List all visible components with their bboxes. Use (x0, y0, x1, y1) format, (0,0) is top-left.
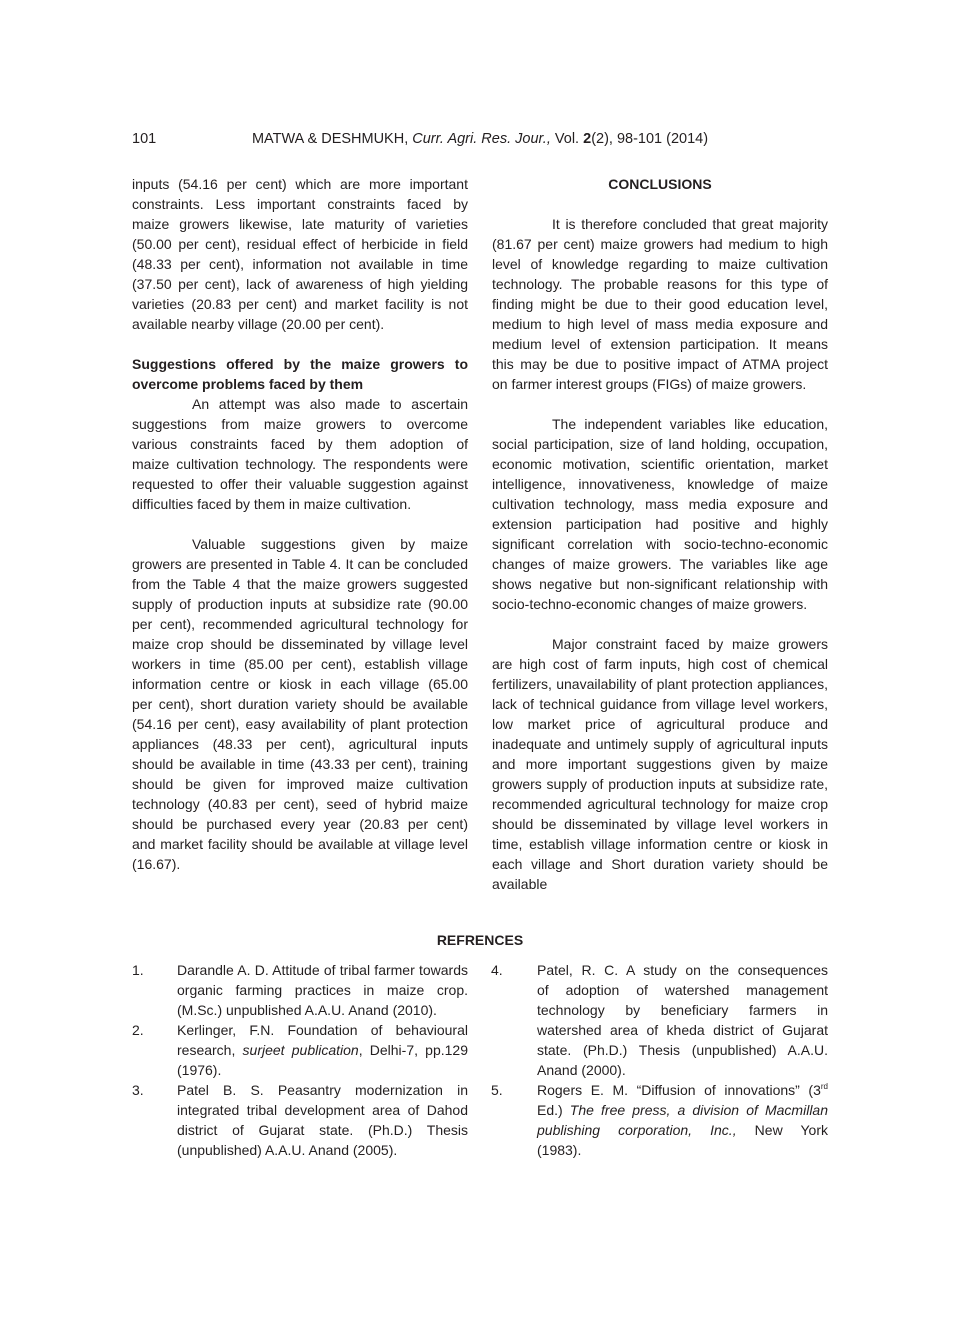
reference-item (132, 1080, 468, 1160)
text-run: Curr. Agri. Res. Jour., (412, 131, 551, 147)
text-line: organic farming practices in maize crop. (177, 982, 468, 998)
text-line: (M.Sc.) unpublished A.A.U. Anand (2010). (177, 1002, 437, 1018)
text-line: intelligence, innovativeness, knowledge of maize (492, 476, 828, 492)
text-run: rd (820, 1082, 828, 1091)
text-line: changes of maize growers. The variables like age (492, 556, 828, 572)
text-line: It is therefore concluded that great majority (552, 216, 828, 232)
reference-number: 5. (491, 1082, 503, 1098)
text-run: , Delhi-7, pp.129 (358, 1042, 468, 1058)
text-line: growers supply of production inputs at subsidize rate, (492, 776, 828, 792)
text-line: Kerlinger, F.N. Foundation of behavioural (177, 1022, 468, 1038)
reference-number: 4. (491, 962, 503, 978)
text-run: Ed.) (537, 1102, 570, 1118)
text-line: extension participation had positive and highly (492, 516, 828, 532)
text-line: maize growers likewise, late maturity of varieties (132, 216, 468, 232)
text-line: are high cost of farm inputs, high cost of chemical (492, 656, 828, 672)
text-line: available nearby village (20.00 per cent). (132, 316, 385, 332)
references-heading: REFRENCES (436, 932, 524, 948)
text-line: inadequate and untimely supply of agricultural inputs (492, 736, 828, 752)
text-line: Patel B. S. Peasantry modernization in (177, 1082, 468, 1098)
references-right (491, 960, 828, 1160)
text-line: finding might be due to their good education level, (492, 296, 828, 312)
text-line (537, 1100, 828, 1120)
text-line: significant correlation with socio-techno-economic (492, 536, 828, 552)
reference-item (132, 1020, 468, 1080)
text-line: information centre or kiosk in each village (65.00 (132, 676, 468, 692)
text-line: growers are presented in Table 4. It can be concluded (132, 556, 468, 572)
text-line: level of knowledge regarding to maize cultivation (492, 256, 828, 272)
text-run: The free press, a division of Macmillan (569, 1102, 828, 1118)
text-line: supply of production inputs at subsidize rate (90.00 (132, 596, 468, 612)
text-line: per cent), recommended agricultural technology for (132, 616, 468, 632)
text-run: Rogers E. M. “Diffusion of innovations” (3 (537, 1082, 821, 1098)
text-line: maize crop should be disseminated by village level (132, 636, 468, 652)
references-left (132, 960, 468, 1160)
paragraph-gap (132, 514, 468, 534)
text-line: varieties (20.83 per cent) and market facility is not (132, 296, 468, 312)
reference-number: 3. (132, 1082, 144, 1098)
text-line: (48.33 per cent), information not available in time (132, 256, 468, 272)
text-line: cultivation technology, mass media exposure and (492, 496, 828, 512)
text-line: district of Gujarat state. (Ph.D.) Thesis (177, 1122, 468, 1138)
text-run: publishing corporation, Inc., (537, 1122, 737, 1138)
text-line: socio-techno-economic changes of maize growers. (492, 596, 808, 612)
left-column (132, 174, 468, 874)
text-line: social participation, size of land holding, occupation, (492, 436, 828, 452)
text-line: appliances (48.33 per cent), agricultural inputs (132, 736, 468, 752)
text-line (537, 1120, 828, 1140)
paragraph-gap (492, 394, 828, 414)
text-line: recommended agricultural technology for maize crop (492, 796, 828, 812)
reference-text (177, 1080, 468, 1160)
text-line: fertilizers, unavailability of plant protection appliances, (492, 676, 828, 692)
text-line: technology by beneficiary farmers in (537, 1002, 828, 1018)
text-line: difficulties faced by them in maize cultivation. (132, 496, 412, 512)
section-title (492, 174, 828, 194)
text-run: Vol. (550, 131, 584, 147)
right-column (492, 174, 828, 894)
text-line: watershed area of kheda district of Gujarat (537, 1022, 828, 1038)
text-line: inputs (54.16 per cent) which are more important (132, 176, 468, 192)
text-line: and market facility should be available at village level (132, 836, 468, 852)
text-line: Anand (2000). (537, 1062, 626, 1078)
text-line: Major constraint faced by maize growers (552, 636, 828, 652)
text-line: should be disseminated by village level workers in (492, 816, 828, 832)
text-line: and more important suggestions given by maize (492, 756, 828, 772)
text-run: (2), 98-101 (2014) (591, 131, 709, 147)
reference-item (132, 960, 468, 1020)
paragraph-gap (492, 614, 828, 634)
text-run: surjeet publication (242, 1042, 359, 1058)
reference-number: 2. (132, 1022, 144, 1038)
paragraph-gap (132, 334, 468, 354)
text-line (537, 1080, 828, 1100)
running-head (0, 129, 960, 149)
text-line: of adoption of watershed management (537, 982, 828, 998)
text-line: per cent), short duration variety should be available (132, 696, 468, 712)
text-line: economic motivation, scientific orientation, market (492, 456, 828, 472)
text-line: lack of technical guidance from village level workers, (492, 696, 828, 712)
text-line: low market price of agricultural produce and (492, 716, 828, 732)
text-line: CONCLUSIONS (608, 176, 712, 192)
text-line: should be purchased every year (20.83 per cent) (132, 816, 468, 832)
paragraph (492, 634, 828, 894)
text-line: medium to high level of mass media exposure and (492, 316, 828, 332)
text-line: time, establish village information centre or kiosk in (492, 836, 828, 852)
reference-item (491, 960, 828, 1080)
text-line: (54.16 per cent), easy availability of plant protection (132, 716, 468, 732)
paragraph-gap (492, 194, 828, 214)
text-line: Suggestions offered by the maize growers to (132, 356, 468, 372)
text-line: maize cultivation technology. The respondents were (132, 456, 468, 472)
text-line: state. (Ph.D.) Thesis (unpublished) A.A.U. (537, 1042, 828, 1058)
page-header (0, 129, 960, 149)
text-line: (1976). (177, 1062, 222, 1078)
reference-text (177, 1020, 468, 1080)
text-line: technology. The probable reasons for this type of (492, 276, 828, 292)
text-line: this may be due to positive impact of ATMA project (492, 356, 828, 372)
text-line (177, 1040, 468, 1060)
text-line: from the Table 4 that the maize growers suggested (132, 576, 468, 592)
text-run: research, (177, 1042, 243, 1058)
text-line: suggestions from maize growers to overcome (132, 416, 468, 432)
text-line: (37.50 per cent), lack of awareness of high yielding (132, 276, 468, 292)
text-line: shows negative but non-significant relationship with (492, 576, 828, 592)
reference-number: 1. (132, 962, 144, 978)
reference-text (177, 960, 468, 1020)
text-run: 2 (583, 131, 592, 147)
text-line: each village and Short duration variety should be (492, 856, 828, 872)
text-run: MATWA & DESHMUKH, (251, 131, 413, 147)
reference-text (537, 960, 828, 1080)
text-line: overcome problems faced by them (132, 376, 364, 392)
paragraph (132, 534, 468, 874)
text-line: (1983). (537, 1142, 582, 1158)
text-line: integrated tribal development area of Dahod (177, 1102, 468, 1118)
text-line: (unpublished) A.A.U. Anand (2005). (177, 1142, 398, 1158)
paragraph (492, 414, 828, 614)
text-line: medium level of extension participation. It means (492, 336, 828, 352)
text-line: available (492, 876, 548, 892)
page-number: 101 (132, 131, 157, 147)
text-line: (81.67 per cent) maize growers had medium to high (492, 236, 828, 252)
paragraph (132, 174, 468, 334)
text-line: (50.00 per cent), residual effect of herbicide in field (132, 236, 468, 252)
paragraph (132, 394, 468, 514)
text-line: An attempt was also made to ascertain (192, 396, 468, 412)
text-run: New York (736, 1122, 828, 1138)
text-line: Patel, R. C. A study on the consequences (537, 962, 828, 978)
text-line: should be given for improved maize cultivation (132, 776, 468, 792)
text-line: Valuable suggestions given by maize (192, 536, 468, 552)
text-line: various constraints faced by them adoption of (132, 436, 468, 452)
section-heading (132, 354, 468, 394)
text-line: should be available in time (43.33 per cent), training (132, 756, 468, 772)
reference-text (537, 1080, 828, 1160)
text-line: workers in time (85.00 per cent), establish village (132, 656, 468, 672)
text-line: requested to offer their valuable suggestion against (132, 476, 468, 492)
text-line: constraints. Less important constraints faced by (132, 196, 468, 212)
text-line: (16.67). (132, 856, 181, 872)
reference-item (491, 1080, 828, 1160)
text-line: Darandle A. D. Attitude of tribal farmer towards (177, 962, 468, 978)
text-line: The independent variables like education, (552, 416, 828, 432)
paragraph (492, 214, 828, 394)
text-line: technology (40.83 per cent), seed of hybrid maize (132, 796, 468, 812)
text-line: on farmer interest groups (FIGs) of maize growers. (492, 376, 807, 392)
